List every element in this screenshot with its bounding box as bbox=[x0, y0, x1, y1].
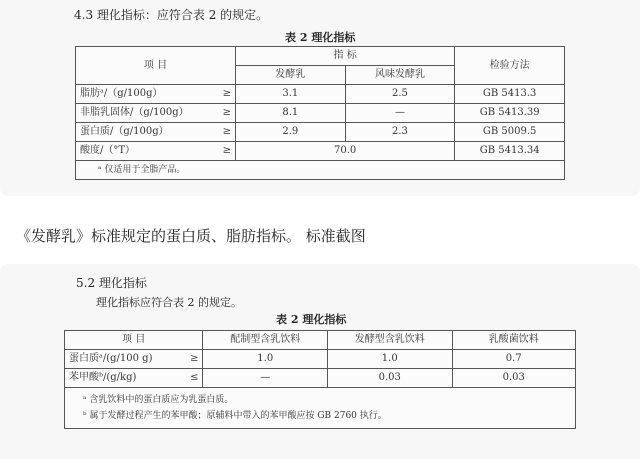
table-footnote: ᵃ 仅适用于全脂产品。 bbox=[76, 161, 565, 180]
header-index: 指 标 bbox=[235, 47, 454, 66]
middle-caption-label: 《发酵乳》标准规定的蛋白质、脂肪指标。 标准截图 bbox=[16, 227, 366, 245]
fermented-milk-table bbox=[75, 46, 565, 180]
footnote-a: ᵃ 含乳饮料中的蛋白质应为乳蛋白质。 bbox=[83, 395, 234, 405]
cell-col1: 1.0 bbox=[203, 350, 328, 369]
milk-beverage-table bbox=[64, 330, 576, 429]
header-col1: 配制型含乳饮料 bbox=[203, 331, 328, 350]
cell-col3: 0.7 bbox=[452, 350, 575, 369]
table-row bbox=[76, 142, 565, 161]
cell-method: GB 5009.5 bbox=[455, 123, 565, 142]
table-row bbox=[65, 350, 576, 369]
header-fermented: 发酵乳 bbox=[235, 66, 345, 85]
cell-col1: — bbox=[203, 369, 328, 388]
table-header-row bbox=[76, 47, 565, 66]
row-item: 酸度/（°T） ≥ bbox=[76, 142, 236, 161]
cell-method: GB 5413.34 bbox=[455, 142, 565, 161]
header-col3: 乳酸菌饮料 bbox=[452, 331, 575, 350]
table-row bbox=[76, 123, 565, 142]
cell-col2: 1.0 bbox=[328, 350, 453, 369]
cell-fermented: 8.1 bbox=[235, 104, 345, 123]
table-caption: 表 2 理化指标 bbox=[276, 313, 347, 326]
cell-merged: 70.0 bbox=[235, 142, 454, 161]
top-standard-excerpt bbox=[0, 0, 640, 196]
cell-flavored: — bbox=[345, 104, 455, 123]
header-col2: 发酵型含乳饮料 bbox=[328, 331, 453, 350]
cell-method: GB 5413.3 bbox=[455, 85, 565, 104]
row-item: 蛋白质/（g/100g） ≥ bbox=[76, 123, 236, 142]
cell-col3: 0.03 bbox=[452, 369, 575, 388]
table-note-row bbox=[76, 161, 565, 180]
table-caption: 表 2 理化指标 bbox=[285, 31, 356, 44]
header-method: 检验方法 bbox=[455, 47, 565, 85]
section-heading: 4.3 理化指标：应符合表 2 的规定。 bbox=[74, 8, 269, 22]
table-footnotes bbox=[65, 388, 576, 429]
row-item: 脂肪ᵃ/（g/100g） ≥ bbox=[76, 85, 236, 104]
cell-col2: 0.03 bbox=[328, 369, 453, 388]
cell-flavored: 2.3 bbox=[345, 123, 455, 142]
table-note-row bbox=[65, 388, 576, 429]
cell-flavored: 2.5 bbox=[345, 85, 455, 104]
footnote-b: ᵇ 属于发酵过程产生的苯甲酸；原辅料中带入的苯甲酸应按 GB 2760 执行。 bbox=[83, 411, 387, 421]
cell-fermented: 2.9 bbox=[235, 123, 345, 142]
row-item: 非脂乳固体/（g/100g） ≥ bbox=[76, 104, 236, 123]
table-row bbox=[65, 369, 576, 388]
bottom-standard-excerpt bbox=[0, 264, 640, 459]
header-item: 项 目 bbox=[76, 47, 236, 85]
header-item: 项 目 bbox=[65, 331, 203, 350]
row-item: 蛋白质ᵃ/(g/100 g) ≥ bbox=[65, 350, 203, 369]
section-heading: 5.2 理化指标 bbox=[76, 276, 147, 290]
table-header-row bbox=[65, 331, 576, 350]
cell-method: GB 5413.39 bbox=[455, 104, 565, 123]
table-row bbox=[76, 85, 565, 104]
header-flavored: 风味发酵乳 bbox=[345, 66, 455, 85]
row-item: 苯甲酸ᵇ/(g/kg) ≤ bbox=[65, 369, 203, 388]
cell-fermented: 3.1 bbox=[235, 85, 345, 104]
table-row bbox=[76, 104, 565, 123]
section-subheading: 理化指标应符合表 2 的规定。 bbox=[96, 296, 242, 309]
